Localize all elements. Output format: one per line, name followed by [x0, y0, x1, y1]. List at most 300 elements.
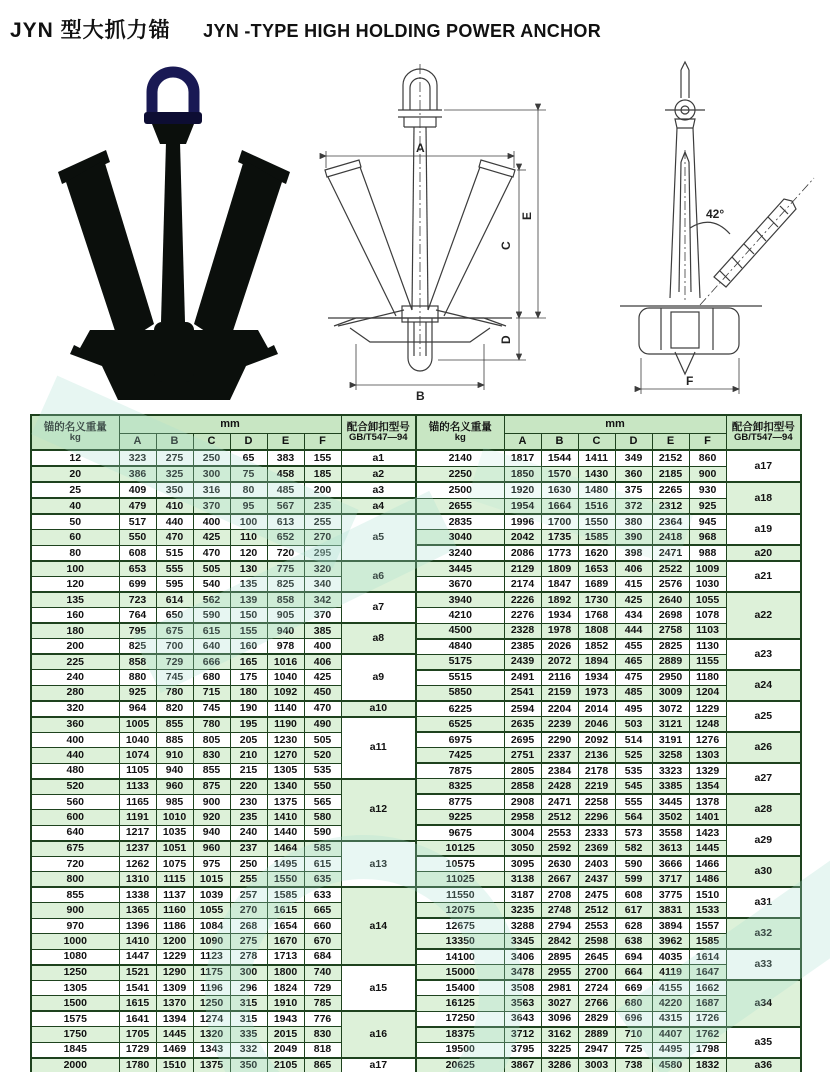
dimension-cell: 1016	[267, 654, 304, 670]
weight-cell: 3040	[416, 530, 504, 546]
dimension-cell: 1847	[541, 577, 578, 593]
table-row	[31, 980, 801, 996]
dimension-cell: 3323	[652, 763, 689, 779]
dimension-cell: 700	[156, 639, 193, 655]
dimension-cell: 315	[230, 1011, 267, 1027]
dimension-cell: 3027	[541, 996, 578, 1012]
table-row	[31, 872, 801, 888]
dimension-cell: 1809	[541, 561, 578, 577]
dimension-cell: 1160	[156, 903, 193, 919]
table-row	[31, 561, 801, 577]
dimension-cell: 2385	[504, 639, 541, 655]
dimension-cell: 3187	[504, 887, 541, 903]
dimension-cell: 1274	[193, 1011, 230, 1027]
dimension-cell: 415	[615, 577, 652, 593]
dimension-cell: 1464	[267, 841, 304, 857]
dimension-cell: 740	[304, 965, 341, 981]
dimension-cell: 960	[193, 841, 230, 857]
dimension-cell: 268	[230, 918, 267, 934]
dimension-cell: 985	[156, 794, 193, 810]
dimension-cell: 185	[304, 466, 341, 482]
dimension-cell: 155	[230, 623, 267, 639]
dimension-cell: 1440	[267, 825, 304, 841]
dimension-cell: 175	[230, 670, 267, 686]
dimension-cell: 444	[615, 623, 652, 639]
dimension-cell: 780	[156, 685, 193, 701]
dimension-cell: 699	[119, 577, 156, 593]
dimension-cell: 1378	[689, 794, 726, 810]
shackle-cell: a9	[341, 654, 416, 701]
table-row	[31, 949, 801, 965]
dimension-cell: 230	[230, 794, 267, 810]
dimension-cell: 2981	[541, 980, 578, 996]
dimension-cell: 3191	[652, 732, 689, 748]
dimension-cell: 4407	[652, 1027, 689, 1043]
dimension-cell: 964	[119, 701, 156, 717]
dimension-cell: 2328	[504, 623, 541, 639]
dimension-cell: 1773	[541, 545, 578, 561]
weight-cell: 675	[31, 841, 119, 857]
dimension-cell: 1055	[193, 903, 230, 919]
dimension-cell: 1817	[504, 450, 541, 466]
dimension-cell: 3258	[652, 748, 689, 764]
dimension-cell: 450	[304, 685, 341, 701]
dimension-cell: 1943	[267, 1011, 304, 1027]
weight-cell: 20	[31, 466, 119, 482]
dimension-cell: 2136	[578, 748, 615, 764]
dimension-cell: 900	[193, 794, 230, 810]
dimension-cell: 350	[156, 482, 193, 498]
dimension-cell: 100	[230, 514, 267, 530]
dimension-cell: 858	[119, 654, 156, 670]
dimension-cell: 1290	[156, 965, 193, 981]
dimension-cell: 3478	[504, 965, 541, 981]
dimension-cell: 180	[230, 685, 267, 701]
weight-cell: 12	[31, 450, 119, 466]
dimension-cell: 535	[304, 763, 341, 779]
dimension-cell: 1510	[156, 1058, 193, 1072]
dimension-cell: 2219	[578, 779, 615, 795]
dimension-cell: 1165	[119, 794, 156, 810]
dimension-cell: 3096	[541, 1011, 578, 1027]
dimension-cell: 3050	[504, 841, 541, 857]
dimension-cell: 1687	[689, 996, 726, 1012]
dimension-cell: 780	[193, 717, 230, 733]
dim-label-C: C	[499, 241, 513, 250]
table-row	[31, 670, 801, 686]
weight-cell: 1845	[31, 1042, 119, 1058]
dimension-cell: 300	[193, 466, 230, 482]
dimension-cell: 1410	[119, 934, 156, 950]
dimension-cell: 2766	[578, 996, 615, 1012]
dimension-cell: 165	[230, 654, 267, 670]
dimension-cell: 296	[230, 980, 267, 996]
dim-label-A: A	[416, 141, 425, 155]
dimension-cell: 150	[230, 608, 267, 624]
dimension-cell: 323	[119, 450, 156, 466]
dimension-cell: 275	[156, 450, 193, 466]
shackle-cell: a23	[726, 639, 801, 670]
dimension-cell: 1078	[689, 608, 726, 624]
spec-table	[30, 414, 802, 1072]
dimension-cell: 545	[615, 779, 652, 795]
col-dim-header: D	[615, 434, 652, 451]
dimension-cell: 386	[119, 466, 156, 482]
dimension-cell: 2491	[504, 670, 541, 686]
dimension-cell: 505	[304, 732, 341, 748]
dimension-cell: 1620	[578, 545, 615, 561]
dimension-cell: 2471	[541, 794, 578, 810]
weight-cell: 15400	[416, 980, 504, 996]
dimension-cell: 3831	[652, 903, 689, 919]
dimension-cell: 342	[304, 592, 341, 608]
table-row	[31, 639, 801, 655]
weight-cell: 1750	[31, 1027, 119, 1043]
dimension-cell: 2239	[541, 717, 578, 733]
dimension-cell: 633	[304, 887, 341, 903]
weight-cell: 2500	[416, 482, 504, 498]
weight-cell: 520	[31, 779, 119, 795]
dimension-cell: 1123	[193, 949, 230, 965]
weight-cell: 2250	[416, 466, 504, 482]
dimension-cell: 3717	[652, 872, 689, 888]
dimension-cell: 390	[615, 530, 652, 546]
dimension-cell: 1689	[578, 577, 615, 593]
dimension-cell: 235	[230, 810, 267, 826]
shackle-cell: a31	[726, 887, 801, 918]
dimension-cell: 1005	[119, 717, 156, 733]
dimension-cell: 2258	[578, 794, 615, 810]
dimension-cell: 3121	[652, 717, 689, 733]
col-mm-header: mm	[119, 415, 341, 434]
dimension-cell: 1092	[267, 685, 304, 701]
dimension-cell: 210	[230, 748, 267, 764]
dimension-cell: 925	[119, 685, 156, 701]
dimension-cell: 615	[193, 623, 230, 639]
dimension-cell: 670	[304, 934, 341, 950]
weight-cell: 8325	[416, 779, 504, 795]
dimension-cell: 3162	[541, 1027, 578, 1043]
dimension-cell: 660	[304, 918, 341, 934]
table-row	[31, 934, 801, 950]
dimension-cell: 2049	[267, 1042, 304, 1058]
dimension-cell: 1343	[193, 1042, 230, 1058]
weight-cell: 1500	[31, 996, 119, 1012]
dimension-cell: 684	[304, 949, 341, 965]
dimension-cell: 4035	[652, 949, 689, 965]
dimension-cell: 4315	[652, 1011, 689, 1027]
shackle-cell: a6	[341, 561, 416, 592]
dimension-cell: 1375	[267, 794, 304, 810]
dimension-cell: 370	[193, 498, 230, 514]
table-row	[31, 841, 801, 857]
weight-cell: 560	[31, 794, 119, 810]
dimension-cell: 830	[304, 1027, 341, 1043]
dimension-cell: 2092	[578, 732, 615, 748]
dimension-cell: 2072	[541, 654, 578, 670]
dimension-cell: 696	[615, 1011, 652, 1027]
dimension-cell: 2592	[541, 841, 578, 857]
dimension-cell: 520	[304, 748, 341, 764]
dimension-cell: 2337	[541, 748, 578, 764]
dimension-cell: 820	[156, 701, 193, 717]
dimension-cell: 2105	[267, 1058, 304, 1072]
dimension-cell: 1030	[689, 577, 726, 593]
table-row	[31, 825, 801, 841]
dimension-cell: 666	[193, 654, 230, 670]
weight-cell: 3670	[416, 577, 504, 593]
shackle-cell: a25	[726, 701, 801, 733]
dimension-cell: 1430	[578, 466, 615, 482]
dimension-cell: 4155	[652, 980, 689, 996]
weight-cell: 8775	[416, 794, 504, 810]
dimension-cell: 818	[304, 1042, 341, 1058]
dimension-cell: 2698	[652, 608, 689, 624]
dimension-cell: 3072	[652, 701, 689, 717]
dimension-cell: 1466	[689, 856, 726, 872]
shackle-icon	[144, 72, 202, 124]
angle-label: 42°	[706, 207, 725, 221]
dimension-cell: 930	[689, 482, 726, 498]
dimension-cell: 669	[615, 980, 652, 996]
dimension-cell: 664	[615, 965, 652, 981]
dimension-cell: 1196	[193, 980, 230, 996]
dimension-cell: 1055	[689, 592, 726, 608]
col-dim-header: C	[193, 434, 230, 451]
dimension-cell: 515	[156, 545, 193, 561]
dimension-cell: 200	[304, 482, 341, 498]
dimension-cell: 2794	[541, 918, 578, 934]
dimension-cell: 775	[267, 561, 304, 577]
weight-cell: 160	[31, 608, 119, 624]
dimension-cell: 2958	[504, 810, 541, 826]
dimension-cell: 2598	[578, 934, 615, 950]
dimension-cell: 1729	[119, 1042, 156, 1058]
weight-cell: 640	[31, 825, 119, 841]
dimension-cell: 2724	[578, 980, 615, 996]
dimension-cell: 2645	[578, 949, 615, 965]
dimension-lines	[326, 110, 546, 390]
dimension-cell: 615	[304, 856, 341, 872]
dimension-cell: 275	[230, 934, 267, 950]
dimension-cell: 825	[267, 577, 304, 593]
table-row	[31, 965, 801, 981]
dimension-cell: 1541	[119, 980, 156, 996]
dimension-cell: 1305	[267, 763, 304, 779]
dimension-cell: 582	[615, 841, 652, 857]
dimension-cell: 2369	[578, 841, 615, 857]
dimension-cell: 2858	[504, 779, 541, 795]
shackle-header-title: 配合卸扣型号	[346, 420, 410, 433]
table-row	[31, 466, 801, 482]
col-dim-header: A	[504, 434, 541, 451]
dimension-cell: 503	[615, 717, 652, 733]
dimension-cell: 383	[267, 450, 304, 466]
table-row	[31, 918, 801, 934]
table-row	[31, 450, 801, 466]
dimension-cell: 564	[615, 810, 652, 826]
table-row	[31, 498, 801, 514]
table-row	[31, 996, 801, 1012]
dimension-cell: 2439	[504, 654, 541, 670]
dimension-cell: 925	[689, 498, 726, 514]
dimension-cell: 2553	[541, 825, 578, 841]
dimension-cell: 940	[193, 825, 230, 841]
dimension-cell: 2708	[541, 887, 578, 903]
weight-cell: 4210	[416, 608, 504, 624]
shackle-cell: a14	[341, 887, 416, 965]
dimension-cell: 2418	[652, 530, 689, 546]
dimension-cell: 2635	[504, 717, 541, 733]
table-row	[31, 592, 801, 608]
dimension-cell: 4495	[652, 1042, 689, 1058]
dimension-cell: 1445	[689, 841, 726, 857]
dimension-cell: 2428	[541, 779, 578, 795]
dimension-cell: 785	[304, 996, 341, 1012]
dimension-cell: 135	[230, 577, 267, 593]
shackle-cell: a21	[726, 561, 801, 592]
dimension-cell: 550	[304, 779, 341, 795]
weight-cell: 3240	[416, 545, 504, 561]
weight-header-unit: kg	[69, 432, 81, 444]
dimension-cell: 1615	[267, 903, 304, 919]
weight-cell: 40	[31, 498, 119, 514]
dimension-cell: 1410	[267, 810, 304, 826]
dimension-cell: 1445	[156, 1027, 193, 1043]
dimension-cell: 1248	[689, 717, 726, 733]
dimension-cell: 2522	[652, 561, 689, 577]
dimension-cell: 425	[304, 670, 341, 686]
shackle-cell: a29	[726, 825, 801, 856]
dimension-cell: 2908	[504, 794, 541, 810]
col-dim-header: D	[230, 434, 267, 451]
weight-cell: 120	[31, 577, 119, 593]
shackle-cell: a11	[341, 717, 416, 779]
dimension-cell: 1653	[578, 561, 615, 577]
dimension-cell: 2185	[652, 466, 689, 482]
dimension-cell: 1713	[267, 949, 304, 965]
dimension-cell: 2471	[652, 545, 689, 561]
dimension-cell: 349	[615, 450, 652, 466]
dimension-cell: 485	[267, 482, 304, 498]
dimension-cell: 988	[689, 545, 726, 561]
dimension-cell: 723	[119, 592, 156, 608]
weight-cell: 25	[31, 482, 119, 498]
dimension-cell: 1585	[267, 887, 304, 903]
table-row	[31, 717, 801, 733]
shackle-cell: a27	[726, 763, 801, 794]
shackle-cell: a18	[726, 482, 801, 514]
shackle-cell: a13	[341, 841, 416, 888]
dimension-cell: 80	[230, 482, 267, 498]
shackle-cell: a5	[341, 514, 416, 561]
dimension-cell: 1664	[541, 498, 578, 514]
dimension-cell: 738	[615, 1058, 652, 1072]
weight-cell: 970	[31, 918, 119, 934]
dimension-cell: 1521	[119, 965, 156, 981]
dimension-cell: 1204	[689, 685, 726, 701]
dimension-cell: 517	[119, 514, 156, 530]
dimension-cell: 653	[119, 561, 156, 577]
dimension-cell: 1850	[504, 466, 541, 482]
dimension-cell: 2174	[504, 577, 541, 593]
dimension-cell: 2437	[578, 872, 615, 888]
dimension-cell: 2667	[541, 872, 578, 888]
dimension-cell: 825	[119, 639, 156, 655]
dimension-cell: 2152	[652, 450, 689, 466]
weight-cell: 50	[31, 514, 119, 530]
weight-cell: 2140	[416, 450, 504, 466]
table-row	[31, 903, 801, 919]
dimension-cell: 3563	[504, 996, 541, 1012]
weight-cell: 7875	[416, 763, 504, 779]
dimension-cell: 2825	[652, 639, 689, 655]
dimension-cell: 1340	[267, 779, 304, 795]
dimension-cell: 1780	[119, 1058, 156, 1072]
dimension-cell: 3286	[541, 1058, 578, 1072]
weight-cell: 135	[31, 592, 119, 608]
spec-table-body	[31, 450, 801, 1072]
dimension-cell: 650	[156, 608, 193, 624]
col-weight-header	[416, 415, 504, 450]
shackle-cell: a24	[726, 670, 801, 701]
dimension-cell: 1700	[541, 514, 578, 530]
dimension-cell: 1186	[156, 918, 193, 934]
dimension-cell: 1585	[578, 530, 615, 546]
table-row	[31, 530, 801, 546]
dimension-cell: 1270	[267, 748, 304, 764]
table-row	[31, 701, 801, 717]
weight-cell: 600	[31, 810, 119, 826]
dimension-cell: 2290	[541, 732, 578, 748]
dimension-cell: 550	[119, 530, 156, 546]
weight-cell: 1250	[31, 965, 119, 981]
dimension-cell: 1191	[119, 810, 156, 826]
dimension-cell: 220	[230, 779, 267, 795]
shackle-cell: a36	[726, 1058, 801, 1072]
dimension-cell: 1614	[689, 949, 726, 965]
dimension-cell: 400	[193, 514, 230, 530]
dimension-cell: 479	[119, 498, 156, 514]
dimension-cell: 1934	[578, 670, 615, 686]
col-dim-header: E	[652, 434, 689, 451]
dimension-cell: 1051	[156, 841, 193, 857]
dimension-cell: 805	[193, 732, 230, 748]
dimension-cell: 1010	[156, 810, 193, 826]
table-row	[31, 856, 801, 872]
dimension-cell: 505	[193, 561, 230, 577]
dimension-cell: 409	[119, 482, 156, 498]
weight-cell: 6225	[416, 701, 504, 717]
dimension-cell: 257	[230, 887, 267, 903]
dimension-cell: 1320	[193, 1027, 230, 1043]
dimension-cell: 1133	[119, 779, 156, 795]
dimension-cell: 235	[304, 498, 341, 514]
dimension-cell: 565	[304, 794, 341, 810]
table-row	[31, 1027, 801, 1043]
dimension-cell: 2204	[541, 701, 578, 717]
dimension-cell: 3643	[504, 1011, 541, 1027]
table-row	[31, 608, 801, 624]
dimension-cell: 320	[304, 561, 341, 577]
shackle-header-std: GB/T547—94	[348, 432, 408, 444]
dimension-cell: 400	[304, 639, 341, 655]
dimension-cell: 1155	[689, 654, 726, 670]
dimension-cell: 3288	[504, 918, 541, 934]
dimension-cell: 1510	[689, 887, 726, 903]
shackle-cell: a4	[341, 498, 416, 514]
dimension-cell: 1973	[578, 685, 615, 701]
